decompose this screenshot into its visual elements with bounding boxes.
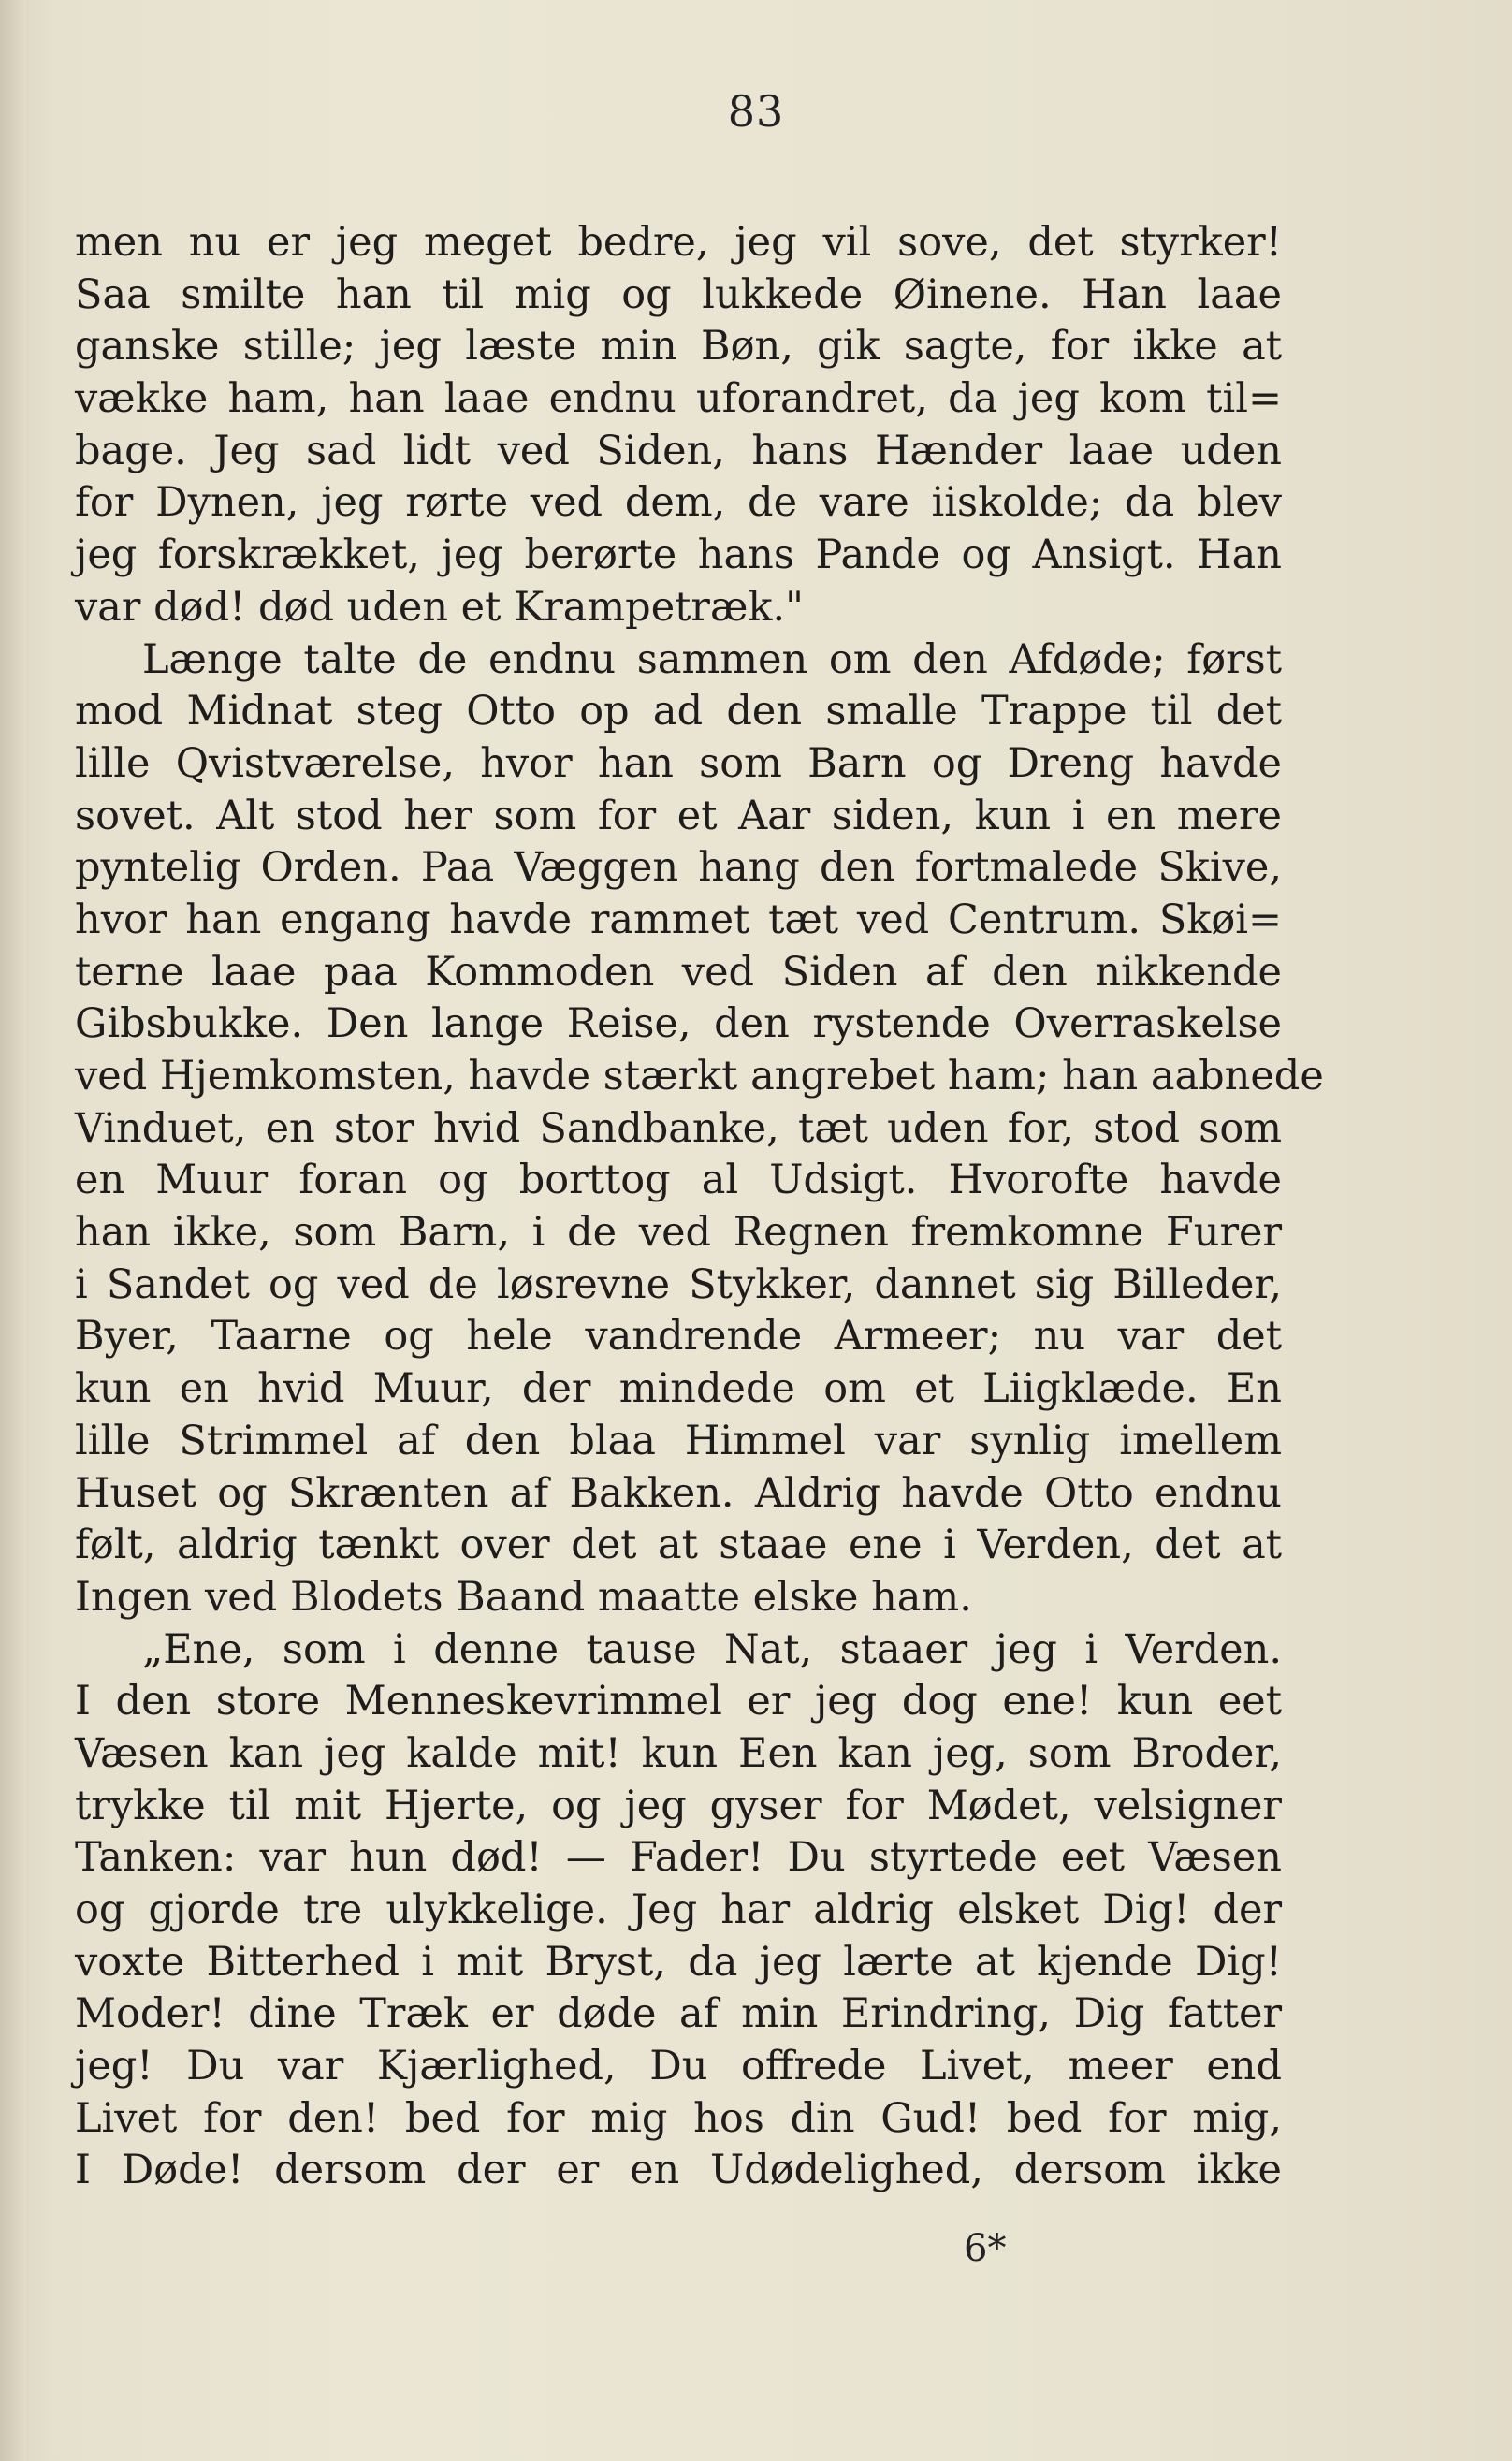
text-line: I den store Menneskevrimmel er jeg dog ene! kun eet: [75, 1678, 1282, 1726]
text-line: jeg! Du var Kjærlighed, Du offrede Livet, meer end: [75, 2043, 1282, 2090]
text-line: var død! død uden et Krampetræk.": [75, 583, 804, 631]
text-line: en Muur foran og borttog al Udsigt. Hvorofte havde: [75, 1157, 1282, 1204]
text-line: ved Hjemkomsten, havde stærkt angrebet ham; han aabnede: [75, 1053, 1324, 1099]
text-line: mod Midnat steg Otto op ad den smalle Trappe til det: [75, 688, 1282, 735]
text-line: og gjorde tre ulykkelige. Jeg har aldrig elsket Dig! der: [75, 1886, 1282, 1933]
text-line: lille Qvistværelse, hvor han som Barn og Dreng havde: [75, 739, 1282, 787]
text-line: i Sandet og ved de løsrevne Stykker, dannet sig Billeder,: [75, 1260, 1282, 1308]
text-line: vække ham, han laae endnu uforandret, da jeg kom til=: [75, 375, 1282, 423]
text-line: terne laae paa Kommoden ved Siden af den nikkende: [75, 948, 1282, 996]
text-line: han ikke, som Barn, i de ved Regnen fremkomne Furer: [75, 1209, 1282, 1257]
text-line: Vinduet, en stor hvid Sandbanke, tæt uden for, stod som: [75, 1104, 1282, 1152]
text-line: bage. Jeg sad lidt ved Siden, hans Hænder laae uden: [75, 427, 1282, 474]
text-line: ganske stille; jeg læste min Bøn, gik sagte, for ikke at: [75, 323, 1282, 371]
text-line: I Døde! dersom der er en Udødelighed, dersom ikke: [75, 2147, 1282, 2194]
text-line: kun en hvid Muur, der mindede om et Liigklæde. En: [75, 1365, 1282, 1413]
text-line: Byer, Taarne og hele vandrende Armeer; nu var det: [75, 1313, 1282, 1361]
text-line: Gibsbukke. Den lange Reise, den rystende Overraskelse: [75, 1000, 1282, 1048]
text-line: pyntelig Orden. Paa Væggen hang den fortmalede Skive,: [75, 844, 1282, 892]
text-line: sovet. Alt stod her som for et Aar siden, kun i en mere: [75, 792, 1282, 839]
signature-mark: 6*: [964, 2227, 1007, 2270]
text-line: hvor han engang havde rammet tæt ved Centrum. Skøi=: [75, 896, 1282, 943]
text-line: lille Strimmel af den blaa Himmel var synlig imellem: [75, 1417, 1282, 1464]
text-line: Væsen kan jeg kalde mit! kun Een kan jeg, som Broder,: [75, 1729, 1282, 1777]
page-gutter: [0, 0, 26, 2461]
text-line: Livet for den! bed for mig hos din Gud! bed for mig,: [75, 2094, 1282, 2142]
text-line: Moder! dine Træk er døde af min Erindring, Dig fatter: [75, 1990, 1282, 2038]
text-line: Tanken: var hun død! — Fader! Du styrtede eet Væsen: [75, 1834, 1282, 1882]
text-line: Længe talte de endnu sammen om den Afdøde; først: [142, 635, 1282, 683]
text-line: trykke til mit Hjerte, og jeg gyser for Mødet, velsigner: [75, 1782, 1282, 1829]
text-line: følt, aldrig tænkt over det at staae ene i Verden, det at: [75, 1522, 1282, 1569]
text-line: Huset og Skrænten af Bakken. Aldrig havde Otto endnu: [75, 1469, 1282, 1517]
text-line: voxte Bitterhed i mit Bryst, da jeg lærte at kjende Dig!: [75, 1938, 1282, 1986]
page-number: 83: [727, 86, 785, 137]
text-line: „Ene, som i denne tause Nat, staaer jeg i Verden.: [142, 1625, 1282, 1673]
text-line: Saa smilte han til mig og lukkede Øinene. Han laae: [75, 270, 1282, 318]
text-line: for Dynen, jeg rørte ved dem, de vare iiskolde; da blev: [75, 479, 1282, 527]
body-text: [75, 217, 1324, 2197]
text-line: Ingen ved Blodets Baand maatte elske ham.: [75, 1573, 972, 1621]
text-line: men nu er jeg meget bedre, jeg vil sove, det styrker!: [75, 219, 1282, 266]
text-line: jeg forskrækket, jeg berørte hans Pande og Ansigt. Han: [75, 532, 1282, 579]
